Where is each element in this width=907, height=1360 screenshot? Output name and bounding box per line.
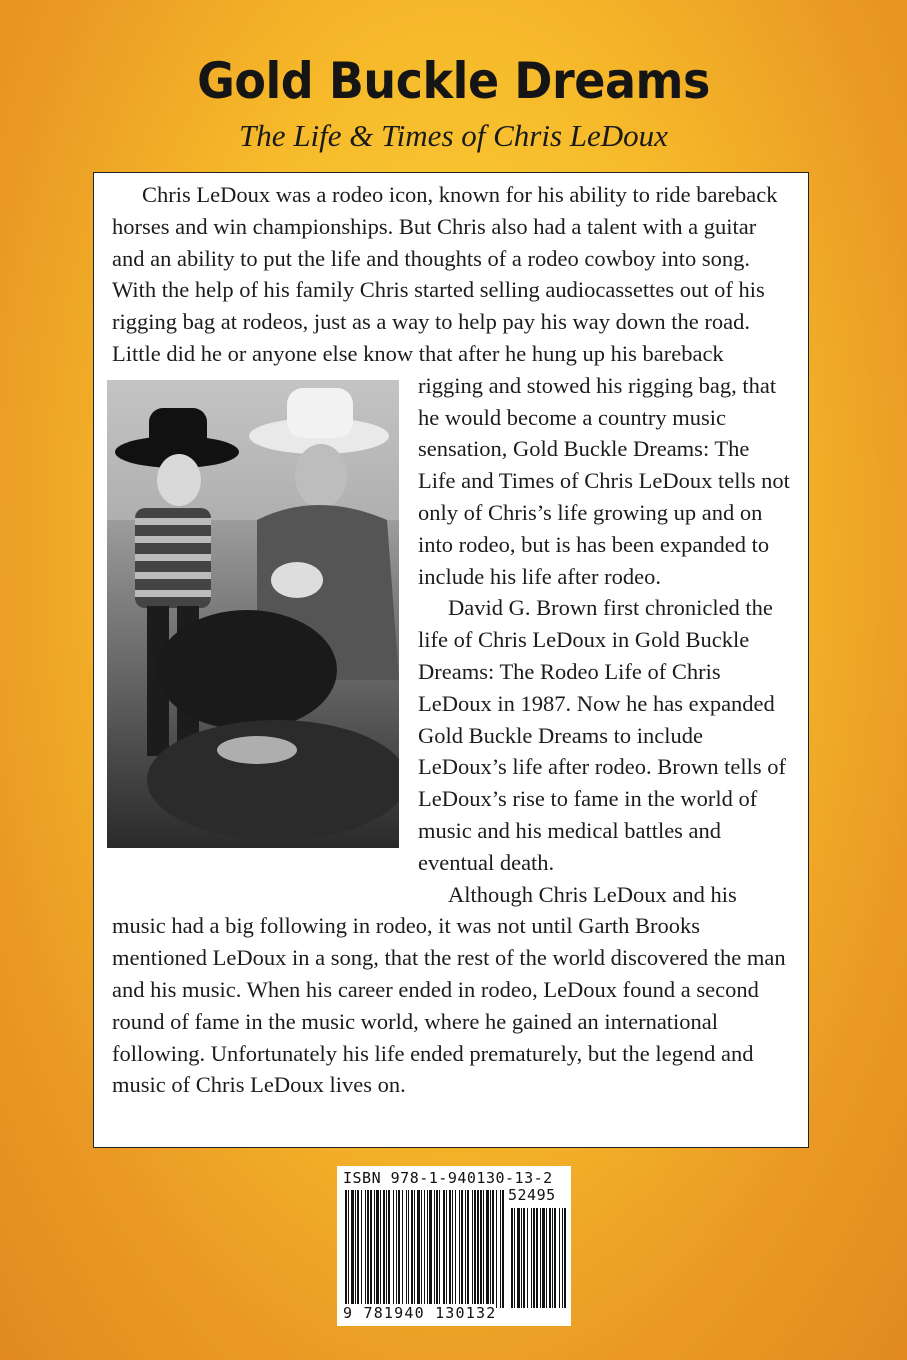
barcode-bar bbox=[443, 1190, 445, 1308]
barcode-bar bbox=[429, 1190, 432, 1308]
barcode-bar bbox=[472, 1190, 473, 1308]
barcode-bar bbox=[439, 1190, 440, 1308]
barcode-bar bbox=[357, 1190, 359, 1308]
blurb-paragraph-2: David G. Brown first chronicled the life of Chris LeDoux in Gold Buckle Dreams: The Rodeo Life of Chris LeDoux in 1987. Now he has expanded Gold Buckle Dreams to include LeDoux’s life after rodeo. Brown tells of LeDoux’s rise to fame in the world of music and his medical battles and eventual death. bbox=[418, 595, 787, 875]
barcode-bar bbox=[549, 1208, 551, 1308]
barcode-bar bbox=[467, 1190, 469, 1308]
barcode-bar bbox=[483, 1190, 484, 1308]
barcode-bar bbox=[436, 1190, 438, 1308]
barcode-bar bbox=[562, 1208, 563, 1308]
barcode-bar bbox=[417, 1190, 420, 1308]
barcode-bar bbox=[367, 1190, 369, 1308]
barcode-bar bbox=[355, 1190, 356, 1308]
barcode-bar bbox=[388, 1190, 390, 1308]
ean-digits: 9 781940 130132 bbox=[343, 1304, 497, 1322]
barcode-bar bbox=[514, 1208, 515, 1308]
barcode-bar bbox=[386, 1190, 387, 1308]
book-subtitle: The Life & Times of Chris LeDoux bbox=[239, 118, 668, 153]
barcode-bar bbox=[427, 1190, 428, 1308]
barcode-bar bbox=[521, 1208, 522, 1308]
barcode-bar bbox=[365, 1190, 366, 1308]
barcode-bar bbox=[474, 1190, 476, 1308]
barcode-bar bbox=[502, 1190, 504, 1308]
barcode-bar bbox=[374, 1190, 375, 1308]
barcode-bar bbox=[517, 1208, 520, 1308]
barcode-bar bbox=[477, 1190, 479, 1308]
barcode-bar bbox=[531, 1208, 532, 1308]
barcode-bars bbox=[337, 1166, 571, 1326]
barcode-bar bbox=[552, 1208, 553, 1308]
barcode-bar bbox=[500, 1190, 501, 1308]
barcode-bar bbox=[540, 1208, 541, 1308]
barcode-bar bbox=[461, 1190, 463, 1308]
barcode-bar bbox=[402, 1190, 403, 1308]
price-code: 52495 bbox=[508, 1186, 556, 1204]
barcode-bar bbox=[370, 1190, 372, 1308]
barcode-bar bbox=[546, 1208, 547, 1308]
barcode-bar bbox=[527, 1208, 528, 1308]
blurb-paragraph-3: Although Chris LeDoux and his music had a big following in rodeo, it was not until Garth Brooks mentioned LeDoux in a song, that the rest of the world discovered the man and his music. When his career ended in rodeo, LeDoux found a second round of fame in the music world, where he gained an international following. Unfortunately his life ended prematurely, but the legend and music of Chris LeDoux lives on. bbox=[112, 881, 786, 1098]
barcode-bar bbox=[424, 1190, 425, 1308]
barcode-bar bbox=[523, 1208, 525, 1308]
isbn-text: ISBN 978-1-940130-13-2 bbox=[343, 1169, 553, 1187]
cowboy-photo bbox=[107, 380, 399, 848]
barcode-bar bbox=[383, 1190, 385, 1308]
barcode-bar bbox=[411, 1190, 413, 1308]
barcode-label bbox=[337, 1166, 571, 1326]
barcode-bar bbox=[490, 1190, 491, 1308]
barcode-bar bbox=[376, 1190, 379, 1308]
barcode-bar bbox=[559, 1208, 560, 1308]
barcode-bar bbox=[414, 1190, 415, 1308]
barcode-bar bbox=[345, 1190, 347, 1308]
barcode-bar bbox=[455, 1190, 456, 1308]
barcode-bar bbox=[406, 1190, 407, 1308]
barcode-bar bbox=[486, 1190, 489, 1308]
blurb-paragraph-1: Chris LeDoux was a rodeo icon, known for his ability to ride bareback horses and win championships. But Chris also had a talent with a guitar and an ability to put the life and thoughts of a rodeo cowboy into song. With the help of his family Chris started selling audiocassettes out of his rigging bag at rodeos, just as a way to help pay his way down the road. Little did he or anyone else know that after he hung up his bareback rigging and stowed his rigging bag, that he would become a country music sensation, Gold Buckle Dreams: The Life and Times of Chris LeDoux tells not only of Chris’s life growing up and on into rodeo, but is has been expanded to include his life after rodeo. bbox=[112, 182, 790, 589]
barcode-bar bbox=[393, 1190, 394, 1308]
barcode-bar bbox=[434, 1190, 435, 1308]
barcode-bar bbox=[361, 1190, 362, 1308]
barcode-bar bbox=[421, 1190, 422, 1308]
barcode-bar bbox=[348, 1190, 349, 1308]
book-title: Gold Buckle Dreams bbox=[197, 52, 710, 110]
barcode-bar bbox=[496, 1190, 497, 1308]
barcode-bar bbox=[446, 1190, 447, 1308]
barcode-bar bbox=[380, 1190, 381, 1308]
barcode-bar bbox=[542, 1208, 545, 1308]
cowboy-photo-illustration bbox=[107, 380, 399, 848]
barcode-bar bbox=[564, 1208, 566, 1308]
barcode-bar bbox=[536, 1208, 538, 1308]
barcode-bar bbox=[449, 1190, 451, 1308]
barcode-bar bbox=[459, 1190, 460, 1308]
barcode-bar bbox=[554, 1208, 556, 1308]
barcode-bar bbox=[492, 1190, 494, 1308]
barcode-bar bbox=[465, 1190, 466, 1308]
barcode-bar bbox=[452, 1190, 453, 1308]
barcode-bar bbox=[396, 1190, 397, 1308]
barcode-bar bbox=[398, 1190, 400, 1308]
barcode-bar bbox=[351, 1190, 354, 1308]
barcode-bar bbox=[533, 1208, 535, 1308]
barcode-bar bbox=[480, 1190, 482, 1308]
barcode-bar bbox=[511, 1208, 513, 1308]
barcode-bar bbox=[408, 1190, 409, 1308]
